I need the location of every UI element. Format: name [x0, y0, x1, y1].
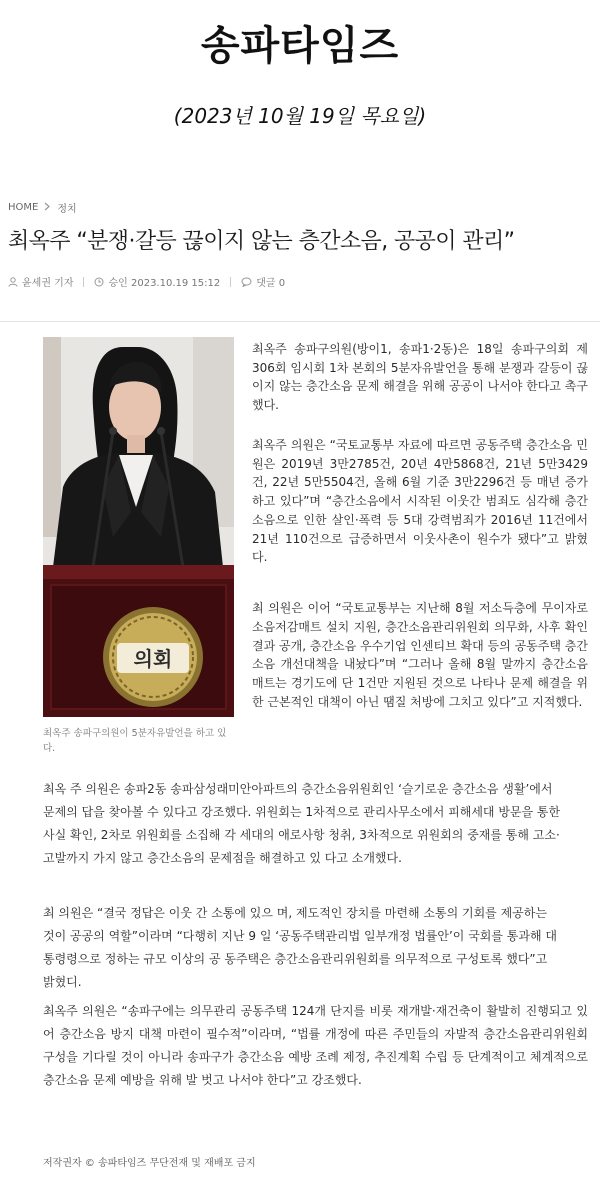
article-photo — [43, 337, 234, 717]
breadcrumb — [8, 200, 77, 215]
approval-time: 승인 2023.10.19 15:12 — [108, 278, 221, 289]
header-divider — [0, 321, 600, 322]
chevron-right-icon — [44, 202, 51, 214]
comment-count[interactable]: 댓글 0 — [256, 278, 286, 289]
photo-caption: 최옥주 송파구의원이 5분자유발언을 하고 있다. — [43, 728, 227, 754]
article-paragraph: 최옥주 의원은 “국토교통부 자료에 따르면 공동주택 층간소음 민원은 2019년 3만2785건, 20년 4만5868건, 21년 5만3429건, 22년 5만5504건, 올해 6월 기준 3만2296건 등 매년 증가하고 있다”며 “층간소음에서 시작된 이웃간 범죄도 심각해 층간소음으로 인한 살인·폭력 등 5대 강력범죄가 2016년 11건에서 21년 110건으로 급증하면서 이웃사촌이 원수가 됐다”고 밝혔다. — [252, 438, 588, 565]
article-headline: 최옥주 “분쟁·갈등 끊이지 않는 층간소음, 공공이 관리” — [8, 229, 515, 254]
article-paragraph: 최옥주 의원은 “송파구에는 의무관리 공동주택 124개 단지를 비롯 재개발·재건축이 활발히 진행되고 있어 층간소음 방지 대책 마련이 필수적”이라며, “법률 개정에 따른 주민들의 자발적 층간소음관리위원회 구성을 기다릴 것이 아니라 송파구가 층간소음 예방 조례 제정, 추진계획 수립 등 단계적이고 체계적으로 층간소음 문제 예방을 위해 발 벗고 나서야 한다”고 강조했다. — [43, 1004, 588, 1087]
article-meta — [8, 274, 285, 289]
meta-divider — [83, 277, 84, 287]
speech-bubble-icon — [241, 277, 252, 287]
article-paragraph: 최옥 주 의원은 송파2동 송파삼성래미안아파트의 층간소음위원회인 ‘슬기로운 층간소음 생활’에서 문제의 답을 찾아볼 수 있다고 강조했다. 위원회는 1차적으로 관리사무소에서 피해세대 방문을 통한 사실 확인, 2차로 위원회를 소집해 각 세대의 애로사항 청취, 3차적으로 위원회의 중재를 통해 고소·고발까지 가지 않고 층간소음의 문제점을 해결하고 있 다고 소개했다. — [43, 782, 561, 865]
publication-date: (2023년 10월 19일 목요일) — [173, 104, 427, 128]
author-name[interactable]: 윤세권 기자 — [22, 278, 74, 289]
meta-divider — [230, 277, 231, 287]
author-info — [8, 274, 73, 289]
breadcrumb-section[interactable]: 정치 — [57, 204, 77, 215]
article-paragraph: 최옥주 송파구의원(방이1, 송파1·2동)은 18일 송파구의회 제306회 임시회 1차 본회의 5분자유발언을 통해 분쟁과 갈등이 끊이지 않는 층간소음 문제 해결을 위해 공공이 나서야 한다고 촉구했다. — [252, 342, 588, 412]
article-paragraph: 최 의원은 이어 “국토교통부는 지난해 8월 저소득층에 무이자로 소음저감매트 설치 지원, 층간소음관리위원회 의무화, 사후 확인 결과 공개, 층간소음 우수기업 인센티브 확대 등의 공동주택 층간소음 개선대책을 내놨다”며 “그러나 올해 8월 말까지 층간소음 매트는 경기도에 단 1건만 지원된 것으로 나타나 문제 해결을 위한 근본적인 대책이 아닌 땜질 처방에 그치고 있다”고 지적했다. — [252, 601, 588, 709]
person-icon — [8, 277, 18, 287]
clock-icon — [94, 277, 104, 287]
newspaper-masthead: 송파타임즈 — [200, 23, 400, 69]
approval-info — [94, 274, 220, 289]
council-emblem-label: 의회 — [133, 647, 173, 671]
comment-info[interactable] — [241, 274, 285, 289]
breadcrumb-home[interactable]: HOME — [8, 202, 39, 213]
copyright-notice: 저작권자 © 송파타임즈 무단전재 및 재배포 금지 — [43, 1158, 256, 1169]
article-paragraph: 최 의원은 “결국 정답은 이웃 간 소통에 있으 며, 제도적인 장치를 마련해 소통의 기회를 제공하는 것이 공공의 역할”이라며 “다행히 지난 9 일 ‘공동주택관리법 일부개정 법률안’이 국회를 통과해 대통령령으로 정하는 규모 이상의 공 동주택은 층간소음관리위원회를 의무적으로 구성토록 했다”고 밝혔디. — [43, 906, 557, 989]
